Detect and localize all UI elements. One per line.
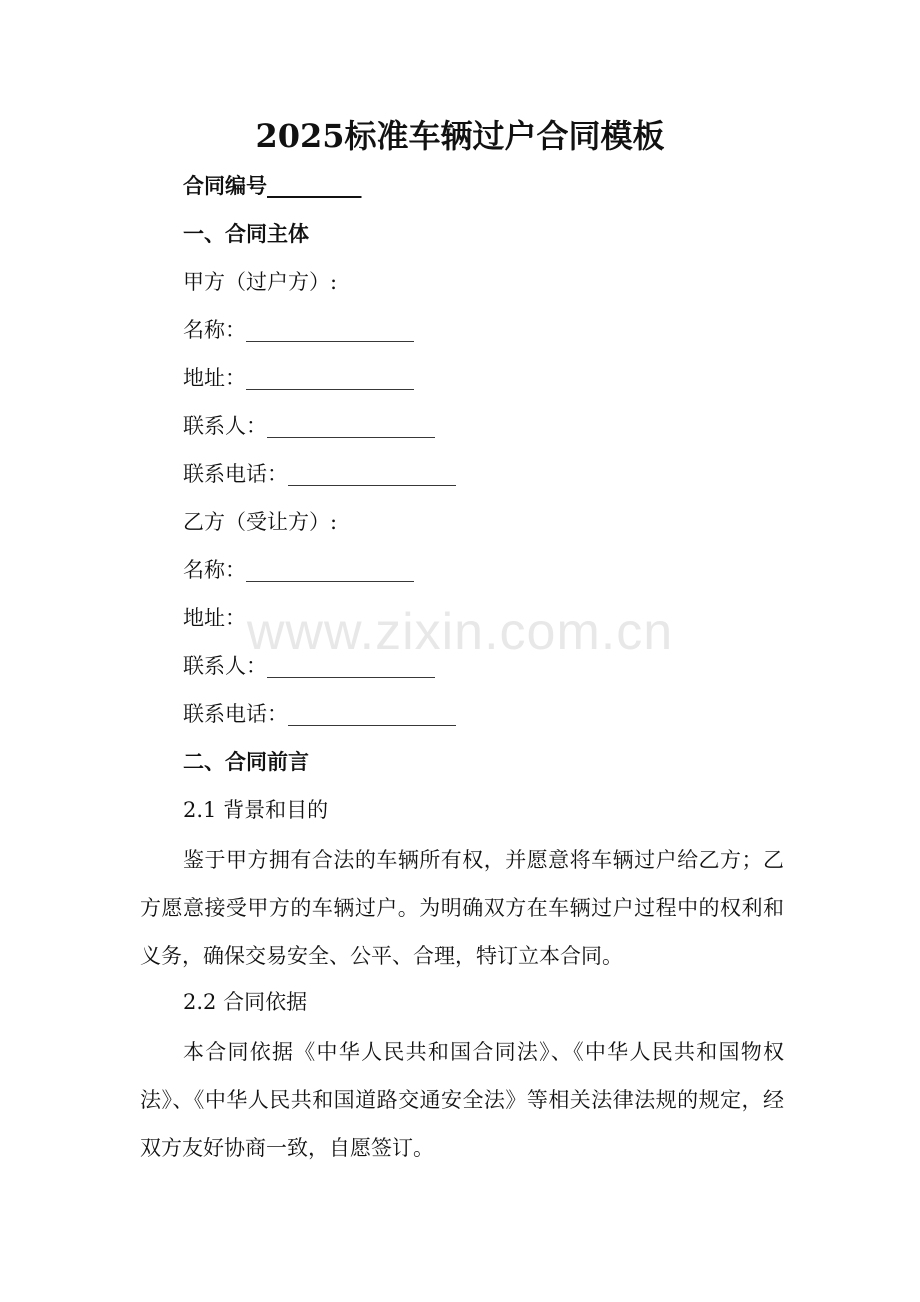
watermark: www.zixin.com.cn: [246, 603, 674, 661]
party-a-label: 甲方（过户方）:: [183, 270, 338, 294]
party-b-label: 乙方（受让方）:: [183, 510, 338, 534]
party-b-address-field: 地址：: [183, 606, 246, 630]
party-a-name-field: 名称：________________: [183, 318, 414, 342]
contract-number: 合同编号_________: [183, 174, 362, 198]
section1-heading: 一、合同主体: [183, 222, 309, 246]
subsection-2-2-text: 本合同依据《中华人民共和国合同法》、《中华人民共和国物权法》、《中华人民共和国道路交通安全法》等相关法律法规的规定，经双方友好协商一致，自愿签订。: [140, 1040, 784, 1160]
section2-heading: 二、合同前言: [183, 750, 309, 774]
subsection-2-1-heading: 2.1 背景和目的: [183, 798, 329, 822]
party-b-contact-field: 联系人：________________: [183, 654, 435, 678]
party-a-contact-field: 联系人：________________: [183, 414, 435, 438]
party-b-phone-field: 联系电话：________________: [183, 702, 456, 726]
document-title: 2025标准车辆过户合同模板: [255, 117, 665, 155]
party-a-phone-field: 联系电话：________________: [183, 462, 456, 486]
subsection-2-2-heading: 2.2 合同依据: [183, 990, 308, 1014]
subsection-2-1-text: 鉴于甲方拥有合法的车辆所有权，并愿意将车辆过户给乙方；乙方愿意接受甲方的车辆过户。为明确双方在车辆过户过程中的权利和义务，确保交易安全、公平、合理，特订立本合同。: [140, 848, 784, 968]
party-b-name-field: 名称：________________: [183, 558, 414, 582]
party-a-address-field: 地址：________________: [183, 366, 414, 390]
